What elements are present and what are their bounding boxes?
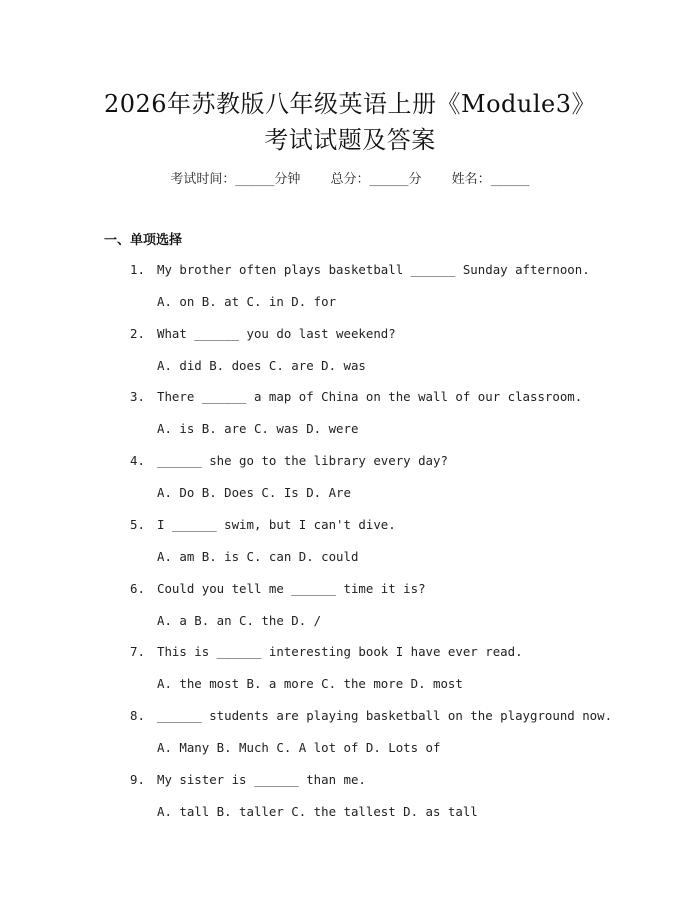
- question-options-row: [0, 485, 700, 503]
- question-number: 2.: [130, 326, 145, 341]
- question-number: 5.: [130, 517, 145, 532]
- question-options-row: [0, 358, 700, 376]
- question-item: [0, 326, 700, 344]
- question-text: ______ students are playing basketball on the playground now.: [157, 708, 613, 723]
- question-number: 1.: [130, 262, 145, 277]
- question-item: [0, 262, 700, 280]
- answer-options: A. did B. does C. are D. was: [157, 358, 366, 373]
- question-item: [0, 453, 700, 471]
- question-number: 7.: [130, 644, 145, 659]
- question-number: 6.: [130, 581, 145, 596]
- answer-options: A. am B. is C. can D. could: [157, 549, 359, 564]
- question-options-row: [0, 804, 700, 822]
- page-title: 2026年苏教版八年级英语上册《Module3》: [103, 90, 597, 118]
- name-field: 姓名：______: [451, 172, 530, 187]
- question-item: [0, 581, 700, 599]
- answer-options: A. the most B. a more C. the more D. most: [157, 676, 463, 691]
- answer-options: A. is B. are C. was D. were: [157, 421, 359, 436]
- question-options-row: [0, 549, 700, 567]
- question-options-row: [0, 421, 700, 439]
- question-number: 8.: [130, 708, 145, 723]
- exam-time-field: 考试时间：______分钟: [170, 172, 301, 187]
- answer-options: A. tall B. taller C. the tallest D. as tall: [157, 804, 478, 819]
- question-options-row: [0, 676, 700, 694]
- question-item: [0, 389, 700, 407]
- section-heading: 一、单项选择: [104, 233, 183, 248]
- answer-options: A. Many B. Much C. A lot of D. Lots of: [157, 740, 441, 755]
- answer-options: A. Do B. Does C. Is D. Are: [157, 485, 351, 500]
- question-options-row: [0, 613, 700, 631]
- answer-options: A. on B. at C. in D. for: [157, 294, 337, 309]
- question-text: Could you tell me ______ time it is?: [157, 581, 426, 596]
- question-number: 3.: [130, 389, 145, 404]
- question-item: [0, 644, 700, 662]
- question-number: 4.: [130, 453, 145, 468]
- page-subtitle: 考试试题及答案: [264, 126, 436, 154]
- question-text: There ______ a map of China on the wall of our classroom.: [157, 389, 583, 404]
- question-item: [0, 708, 700, 726]
- question-text: ______ she go to the library every day?: [157, 453, 448, 468]
- answer-options: A. a B. an C. the D. /: [157, 613, 322, 628]
- question-text: My brother often plays basketball ______ Sunday afternoon.: [157, 262, 590, 277]
- question-text: My sister is ______ than me.: [157, 772, 366, 787]
- question-number: 9.: [130, 772, 145, 787]
- total-score-field: 总分：______分: [330, 172, 422, 187]
- question-options-row: [0, 294, 700, 312]
- question-text: What ______ you do last weekend?: [157, 326, 396, 341]
- question-options-row: [0, 740, 700, 758]
- question-item: [0, 772, 700, 790]
- question-text: This is ______ interesting book I have ever read.: [157, 644, 523, 659]
- question-text: I ______ swim, but I can't dive.: [157, 517, 396, 532]
- question-item: [0, 517, 700, 535]
